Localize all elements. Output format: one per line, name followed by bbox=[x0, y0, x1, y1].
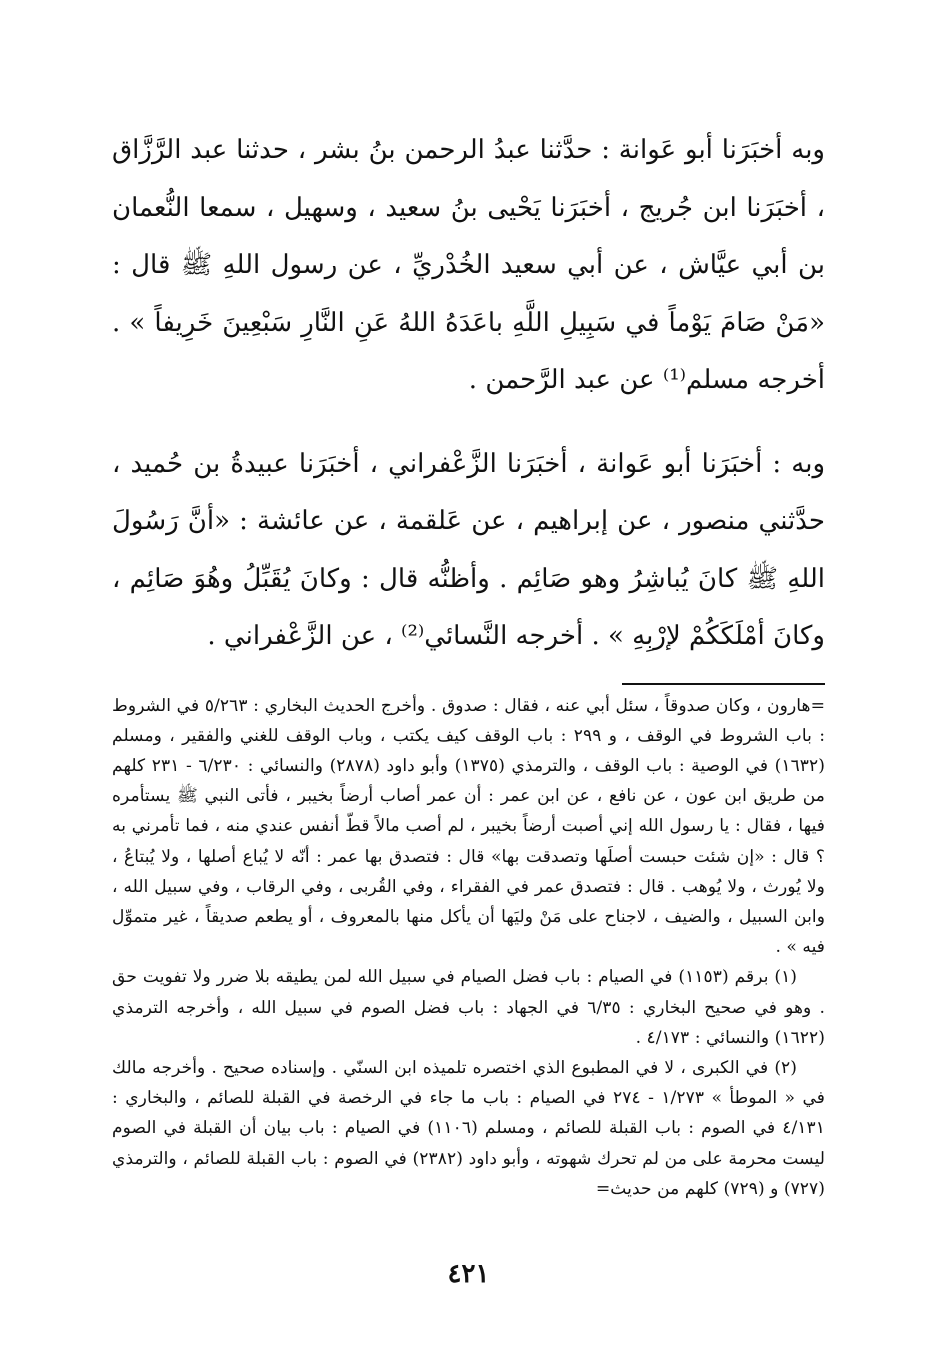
footnote-continuation: =هارون ، وكان صدوقاً ، سئل أبي عنه ، فقال : صدوق . وأخرج الحديث البخاري : ٥/٢٦٣ في الشروط : باب الشروط في الوقف ، و ٢٩٩ : باب الوقف كيف يكتب ، وباب الوقف للغني والفقير ، ومسلم (١٦٣٢) في الوصية : باب الوقف ، والترمذي (١٣٧٥) وأبو داود (٢٨٧٨) والنسائي : ٦/٢٣٠ - ٢٣١ كلهم من طريق ابن عون ، عن نافع ، عن ابن عمر : أن عمر أصاب أرضاً بخيبر ، فأتى النبي ﷺ يستأمره فيها ، فقال : يا رسول الله إني أصبت أرضاً بخيبر ، لم أصب مالاً قطّ أنفس عندي منه ، فما تأمرني به ؟ قال : «إن شئت حبست أصلَها وتصدقت بها» قال : فتصدق بها عمر : أنّه لا يُباع أصلها ، ولا يُبتاعُ ، ولا يُورث ، ولا يُوهب . قال : فتصدق عمر في الفقراء ، وفي القُربى ، وفي الرقاب ، وفي سبيل الله ، وابن السبيل ، والضيف ، لاجناح على مَنْ وليَها أن يأكل منها بالمعروف ، أو يطعم صديقاً ، غير متموِّل فيه » . bbox=[112, 695, 826, 958]
footnote-2: (٢) في الكبرى ، لا في المطبوع الذي اختصره تلميذه ابن السنّي . وإسناده صحيح . وأخرجه مالك في « الموطأ » ١/٢٧٣ - ٢٧٤ في الصيام : باب ما جاء في الرخصة في القبلة للصائم ، والبخاري : ٤/١٣١ في الصوم : باب القبلة للصائم ، ومسلم (١١٠٦) في الصيام : باب بيان أن القبلة في الصوم ليست محرمة على من لم تحرك شهوته ، وأبو داود (٢٣٨٢) في الصوم : باب القبلة للصائم ، والترمذي (٧٢٧) و (٧٢٩) كلهم من حديث= bbox=[112, 1057, 826, 1199]
footnotes-section bbox=[112, 691, 825, 1204]
main-paragraph-2: وبه : أخبَرَنا أبو عَوانة ، أخبَرَنا الزَّعْفراني ، أخبَرَنا عبيدةُ بن حُميد ، حدَّثني منصور ، عن إبراهيم ، عن عَلقمة ، عن عائشة : «أنَّ رَسُولَ اللهِ ﷺ كانَ يُباشِرُ وهو صَائِم . وأظنُّه قال : وكانَ يُقَبِّلُ وهُوَ صَائِم ، وكانَ أمْلَكَكُمْ لإرْبِهِ » . أخرجه النَّسائي⁽²⁾ ، عن الزَّعْفراني . bbox=[112, 448, 825, 651]
main-text-block bbox=[112, 122, 825, 666]
footnote-separator-wrap bbox=[112, 666, 825, 691]
main-paragraph-1: وبه أخبَرَنا أبو عَوانة : حدَّثنا عبدُ الرحمن بنُ بشر ، حدثنا عبد الرَّزَّاق ، أخبَرَنا ابن جُريج ، أخبَرَنا يَحْيى بنُ سعيد ، وسهيل ، سمعا النُّعمان بن أبي عيَّاش ، عن أبي سعيد الخُدْريِّ ، عن رسول اللهِ ﷺ قال : «مَنْ صَامَ يَوْماً في سَبِيلِ اللَّهِ باعَدَهُ اللهُ عَنِ النَّارِ سَبْعِينَ خَرِيفاً » . أخرجه مسلم⁽¹⁾ عن عبد الرَّحمن . bbox=[112, 135, 825, 395]
footnote-separator bbox=[622, 683, 825, 685]
page-number: ٤٢١ bbox=[447, 1259, 490, 1289]
footnote-1: (١) برقم (١١٥٣) في الصيام : باب فضل الصيام في سبيل الله لمن يطيقه بلا ضرر ولا تفويت حق . وهو في صحيح البخاري : ٦/٣٥ في الجهاد : باب فضل الصوم في سبيل الله ، وأخرجه الترمذي (١٦٢٢) والنسائي : ٤/١٧٣ . bbox=[112, 967, 825, 1048]
